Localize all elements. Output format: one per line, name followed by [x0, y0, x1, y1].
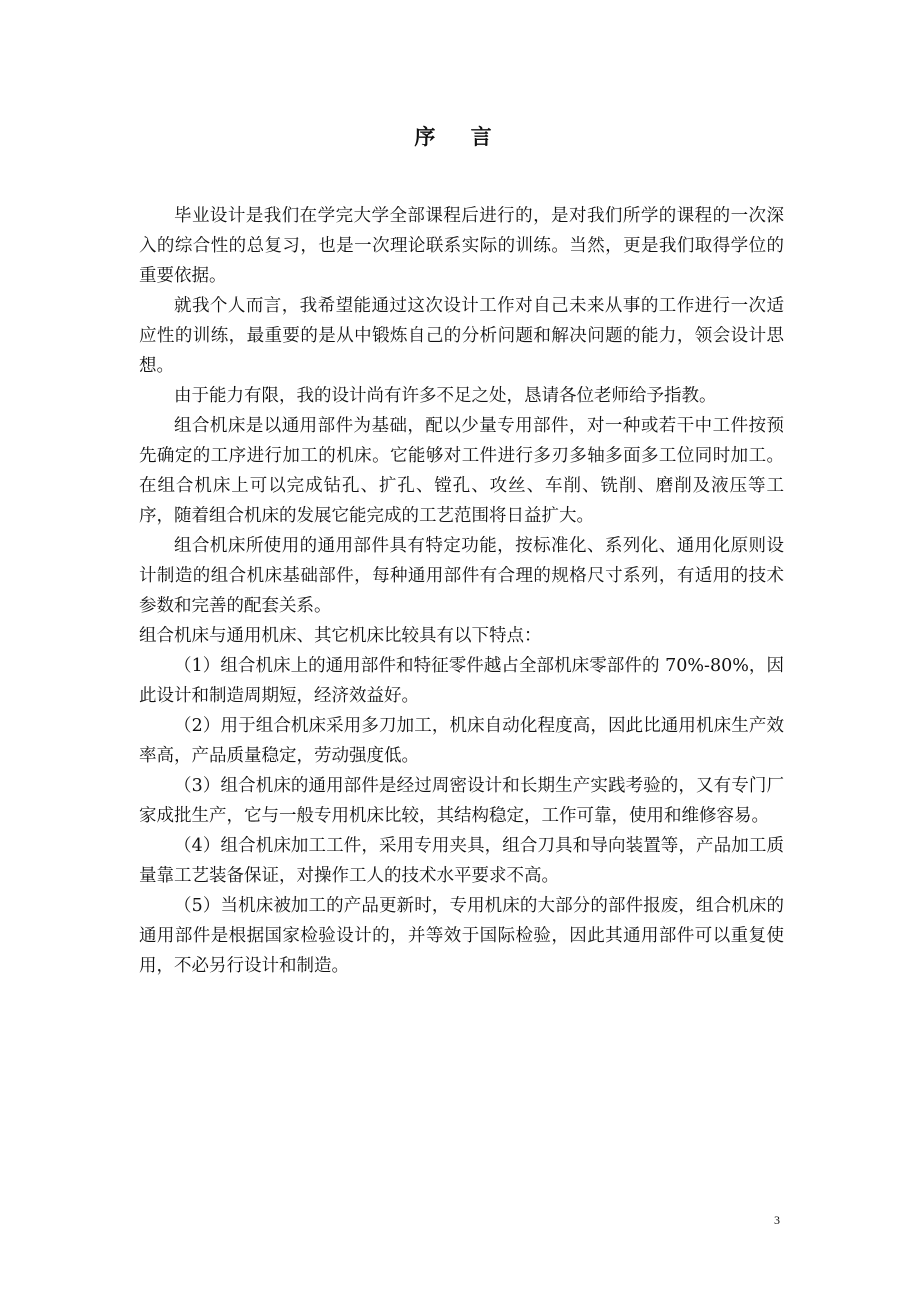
paragraph-limitations: 由于能力有限，我的设计尚有许多不足之处，恳请各位老师给予指教。 [174, 386, 717, 406]
paragraph-definition: 组合机床是以通用部件为基础，配以少量专用部件，对一种或若干中工件按预先确定的工序进行加工的机床。它能够对工件进行多刃多轴多面多工位同时加工。在组合机床上可以完成钻孔、扩孔、镗孔、攻丝、车削、铣削、磨削及液压等工序，随着组合机床的发展它能完成的工艺范围将日益扩大。 [139, 416, 784, 526]
paragraph-feature-1: （1）组合机床上的通用部件和特征零件越占全部机床零部件的 70%-80%，因此设计和制造周期短，经济效益好。 [139, 656, 784, 706]
paragraph-intro: 毕业设计是我们在学完大学全部课程后进行的，是对我们所学的课程的一次深入的综合性的总复习，也是一次理论联系实际的训练。当然，更是我们取得学位的重要依据。 [139, 206, 784, 286]
paragraph-feature-4: （4）组合机床加工工件，采用专用夹具，组合刀具和导向装置等，产品加工质量靠工艺装备保证，对操作工人的技术水平要求不高。 [139, 836, 784, 886]
body-text [139, 201, 784, 981]
paragraph-feature-3: （3）组合机床的通用部件是经过周密设计和长期生产实践考验的，又有专门厂家成批生产，它与一般专用机床比较，其结构稳定，工作可靠，使用和维修容易。 [139, 776, 784, 826]
page-title: 序 言 [414, 124, 506, 149]
paragraph-feature-5: （5）当机床被加工的产品更新时，专用机床的大部分的部件报废，组合机床的通用部件是根据国家检验设计的，并等效于国际检验，因此其通用部件可以重复使用，不必另行设计和制造。 [139, 896, 784, 976]
paragraph-personal: 就我个人而言，我希望能通过这次设计工作对自己未来从事的工作进行一次适应性的训练，最重要的是从中锻炼自己的分析问题和解决问题的能力，领会设计思想。 [139, 296, 784, 376]
paragraph-features-intro: 组合机床与通用机床、其它机床比较具有以下特点： [139, 626, 542, 646]
paragraph-general-parts: 组合机床所使用的通用部件具有特定功能，按标准化、系列化、通用化原则设计制造的组合机床基础部件，每种通用部件有合理的规格尺寸系列，有适用的技术参数和完善的配套关系。 [139, 536, 784, 616]
paragraph-feature-2: （2）用于组合机床采用多刀加工，机床自动化程度高，因此比通用机床生产效率高，产品质量稳定，劳动强度低。 [139, 716, 784, 766]
page-number: 3 [774, 1213, 780, 1227]
